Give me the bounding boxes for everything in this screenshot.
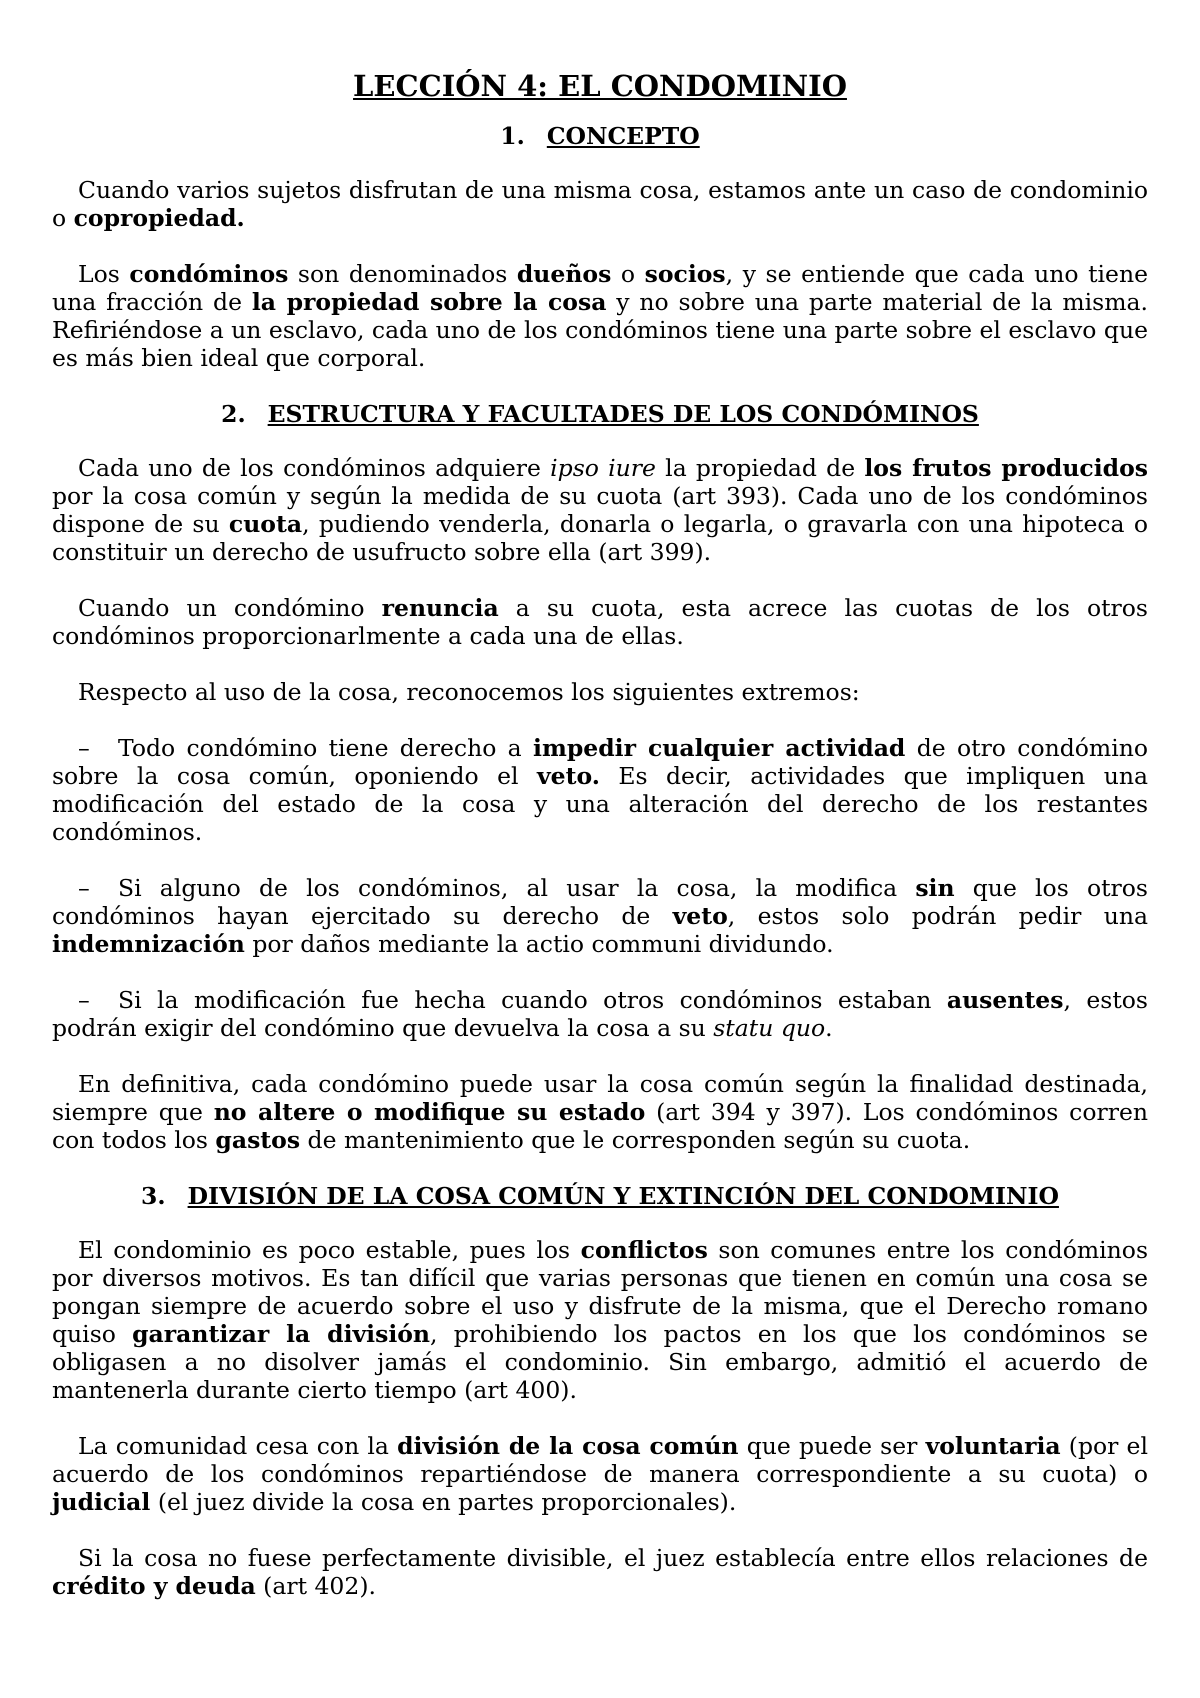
text-run: Cada uno de los condóminos adquiere (78, 454, 551, 482)
text-run: a su cuota, esta acrece las cuotas de los otros condóminos proporcionarlmente a cada una de ellas. (52, 594, 1148, 650)
text-run: Es decir, actividades que impliquen una modificación del estado de la cosa y una alteración del derecho de los restantes condóminos. (52, 762, 1148, 846)
text-run: Cuando varios sujetos disfrutan de una misma cosa, estamos ante un caso de condominio o (52, 176, 1148, 232)
bold-text: renuncia (381, 594, 499, 622)
bold-text: crédito y deuda (52, 1572, 256, 1600)
text-run: Respecto al uso de la cosa, reconocemos los siguientes extremos: (78, 678, 860, 706)
text-run: o (611, 260, 645, 288)
paragraph (52, 1432, 1148, 1516)
bold-text: garantizar la división (132, 1320, 431, 1348)
paragraph (52, 1236, 1148, 1404)
bold-text: judicial (52, 1488, 151, 1516)
bold-text: copropiedad. (73, 204, 245, 232)
text-run: El condominio es poco estable, pues los (78, 1236, 581, 1264)
section-heading (52, 400, 1148, 428)
text-run: (por el acuerdo de los condóminos repartiéndose de manera correspondiente a su cuota) o (52, 1432, 1148, 1488)
bold-text: dueños (516, 260, 612, 288)
bold-text: cuota (228, 510, 303, 538)
dash-bullet: – (78, 874, 90, 902)
text-run: son denominados (288, 260, 517, 288)
paragraph (52, 678, 1148, 706)
paragraph (52, 874, 1148, 958)
text-run: por la cosa común y según la medida de su cuota (art 393). Cada uno de los condóminos dispone de su (52, 482, 1148, 538)
text-run: , pudiendo venderla, donarla o legarla, o gravarla con una hipoteca o constituir un derecho de usufructo sobre ella (art 399). (52, 510, 1148, 566)
document-body (52, 122, 1148, 1600)
text-run: Cuando un condómino (78, 594, 382, 622)
text-run: (el juez divide la cosa en partes proporcionales). (150, 1488, 737, 1516)
paragraph (52, 1070, 1148, 1154)
text-run: Si alguno de los condóminos, al usar la cosa, la modifica (118, 874, 916, 902)
text-run: , estos podrán exigir del condómino que devuelva la cosa a su (52, 986, 1148, 1042)
text-run: la propiedad de (655, 454, 865, 482)
section-title: DIVISIÓN DE LA COSA COMÚN Y EXTINCIÓN DEL CONDOMINIO (187, 1182, 1059, 1210)
text-run: (art 402). (255, 1572, 376, 1600)
paragraph (52, 454, 1148, 566)
text-run: Todo condómino tiene derecho a (118, 734, 534, 762)
paragraph (52, 1544, 1148, 1600)
text-run: Los (78, 260, 130, 288)
italic-text: statu quo (713, 1014, 826, 1042)
section-title: CONCEPTO (546, 122, 700, 150)
bold-text: ausentes (946, 986, 1064, 1014)
bold-text: voluntaria (925, 1432, 1061, 1460)
text-run: y no sobre una parte material de la misma. Refiriéndose a un esclavo, cada uno de los condóminos tiene una parte sobre el esclavo que es más bien ideal que corporal. (52, 288, 1149, 372)
paragraph (52, 260, 1148, 372)
bold-text: indemnización (52, 930, 245, 958)
bold-text: impedir cualquier actividad (533, 734, 906, 762)
bold-text: socios (644, 260, 726, 288)
paragraph (52, 734, 1148, 846)
bold-text: veto (672, 902, 728, 930)
text-run: son comunes entre los condóminos por diversos motivos. Es tan difícil que varias personas que tienen en común una cosa se pongan siempre de acuerdo sobre el uso y disfrute de la misma, que el Derecho romano quiso (52, 1236, 1149, 1348)
bold-text: la propiedad sobre la cosa (251, 288, 607, 316)
section-number: 1. (500, 122, 525, 150)
text-run: (art 394 y 397). Los condóminos corren con todos los (52, 1098, 1148, 1154)
text-run: , y se entiende que cada uno tiene una fracción de (52, 260, 1148, 316)
text-run: por daños mediante la actio communi dividundo. (244, 930, 834, 958)
text-run: , prohibiendo los pactos en los que los condóminos se obligasen a no disolver jamás el condominio. Sin embargo, admitió el acuerdo de mantenerla durante cierto tiempo (art 400). (52, 1320, 1149, 1404)
section-title: ESTRUCTURA Y FACULTADES DE LOS CONDÓMINOS (267, 400, 979, 428)
section-heading (52, 122, 1148, 150)
paragraph (52, 986, 1148, 1042)
text-run: de mantenimiento que le corresponden según su cuota. (300, 1126, 971, 1154)
text-run: . (825, 1014, 833, 1042)
text-run: que los otros condóminos hayan ejercitado su derecho de (52, 874, 1148, 930)
text-run: que puede ser (738, 1432, 926, 1460)
dash-bullet: – (78, 986, 90, 1014)
bold-text: los frutos producidos (864, 454, 1148, 482)
section-number: 3. (141, 1182, 166, 1210)
bold-text: condóminos (129, 260, 289, 288)
text-run: La comunidad cesa con la (78, 1432, 398, 1460)
section-number: 2. (221, 400, 246, 428)
bold-text: gastos (215, 1126, 301, 1154)
bold-text: no altere o modifique su estado (213, 1098, 646, 1126)
section-heading (52, 1182, 1148, 1210)
document-page (52, 68, 1148, 1628)
paragraph (52, 594, 1148, 650)
document-title: LECCIÓN 4: EL CONDOMINIO (353, 69, 847, 103)
italic-text: ipso iure (550, 454, 656, 482)
bold-text: división de la cosa común (397, 1432, 739, 1460)
bold-text: conflictos (580, 1236, 708, 1264)
text-run: Si la cosa no fuese perfectamente divisible, el juez establecía entre ellos relaciones de (78, 1544, 1148, 1572)
text-run: , estos solo podrán pedir una (727, 902, 1148, 930)
dash-bullet: – (78, 734, 90, 762)
bold-text: veto. (536, 762, 600, 790)
text-run: Si la modificación fue hecha cuando otros condóminos estaban (118, 986, 947, 1014)
text-run: En definitiva, cada condómino puede usar la cosa común según la finalidad destinada, siempre que (52, 1070, 1148, 1126)
bold-text: sin (915, 874, 955, 902)
paragraph (52, 176, 1148, 232)
text-run: de otro condómino sobre la cosa común, oponiendo el (52, 734, 1148, 790)
